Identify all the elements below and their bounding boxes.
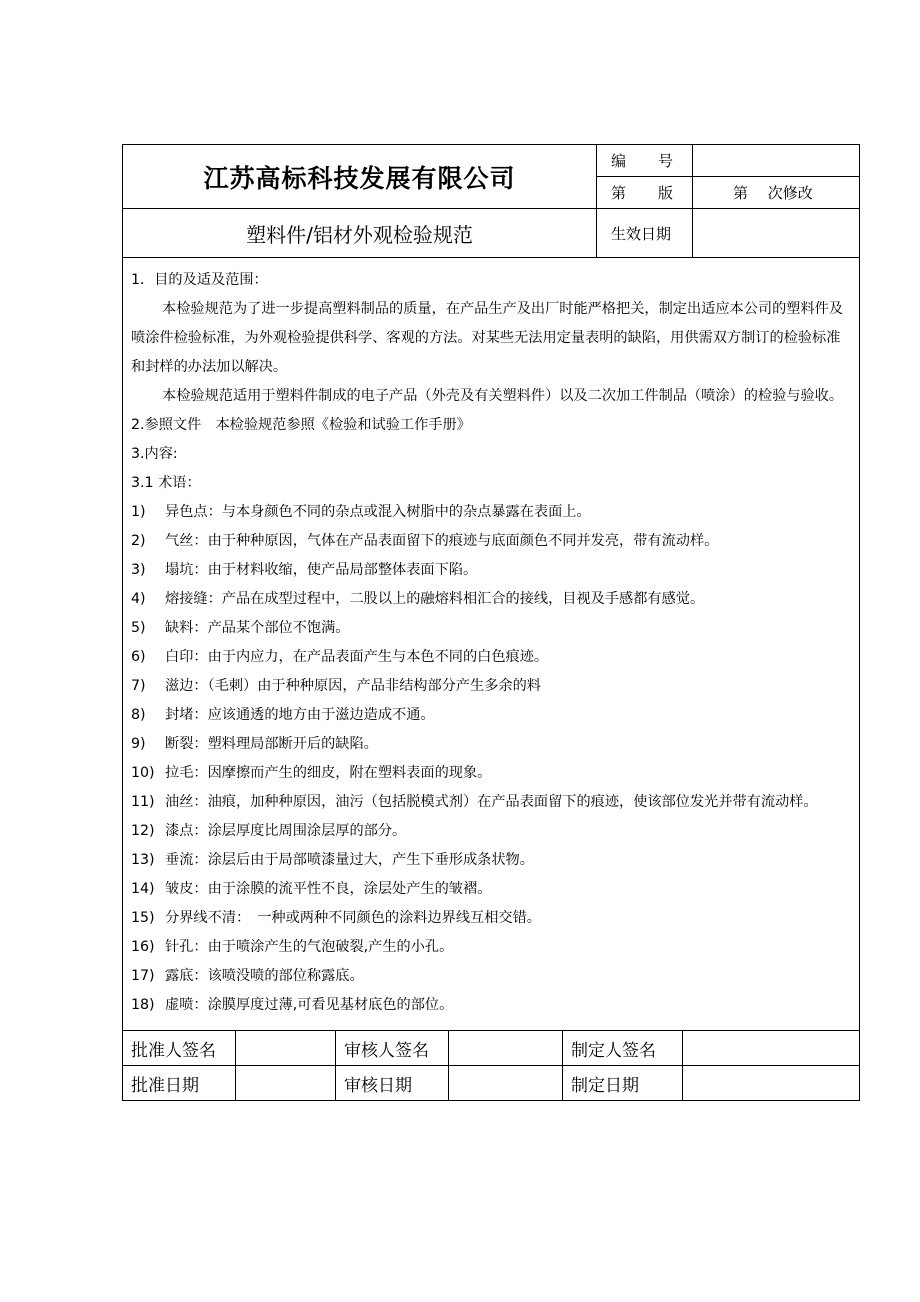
term-item: 18) 虚喷：涂膜厚度过薄,可看见基材底色的部位。: [131, 997, 454, 1013]
number-value: [693, 145, 860, 177]
section3-heading: 3.内容:: [131, 446, 178, 462]
approver-sign-field[interactable]: [236, 1031, 336, 1066]
revision-label: 第 次修改: [693, 177, 860, 209]
section31-heading: 3.1 术语：: [131, 475, 201, 491]
term-item: 7) 滋边：（毛刺）由于种种原因，产品非结构部分产生多余的料: [131, 678, 541, 694]
reviewer-sign-field[interactable]: [449, 1031, 563, 1066]
terms-list: [131, 498, 851, 1020]
approver-date-field[interactable]: [236, 1066, 336, 1101]
number-label: 编 号: [597, 145, 693, 177]
term-item: 2) 气丝：由于种种原因，气体在产品表面留下的痕迹与底面颜色不同并发亮，带有流动样。: [131, 533, 719, 549]
maker-sign-field[interactable]: [683, 1031, 860, 1066]
approver-sign-label: 批准人签名: [123, 1031, 236, 1066]
maker-date-field[interactable]: [683, 1066, 860, 1101]
term-item: 13) 垂流：涂层后由于局部喷漆量过大，产生下垂形成条状物。: [131, 852, 534, 868]
signature-table: [122, 1031, 860, 1101]
term-item: 8) 封堵：应该通透的地方由于滋边造成不通。: [131, 707, 435, 723]
term-item: 17) 露底：该喷没喷的部位称露底。: [131, 968, 364, 984]
reviewer-sign-label: 审核人签名: [336, 1031, 449, 1066]
term-item: 15) 分界线不清： 一种或两种不同颜色的涂料边界线互相交错。: [131, 910, 541, 926]
approver-date-label: 批准日期: [123, 1066, 236, 1101]
section1-heading: 1．目的及适及范围：: [131, 272, 268, 288]
maker-sign-label: 制定人签名: [563, 1031, 683, 1066]
content-body: [123, 258, 860, 1031]
header-table: [122, 144, 860, 1031]
document-title: 塑料件/铝材外观检验规范: [123, 209, 597, 258]
section1-paragraph-2: 本检验规范适用于塑料件制成的电子产品（外壳及有关塑料件）以及二次加工件制品（喷涂）的检验与验收。: [162, 388, 844, 404]
term-item: 9) 断裂：塑料理局部断开后的缺陷。: [131, 736, 378, 752]
term-item: 3) 塌坑：由于材料收缩，使产品局部整体表面下陷。: [131, 562, 478, 578]
effective-date-label: 生效日期: [597, 209, 693, 258]
term-item: 1) 异色点：与本身颜色不同的杂点或混入树脂中的杂点暴露在表面上。: [131, 504, 591, 520]
edition-label: 第 版: [597, 177, 693, 209]
term-item: 12) 漆点：涂层厚度比周围涂层厚的部分。: [131, 823, 407, 839]
term-item: 11) 油丝：油痕，加种种原因，油污（包括脱模式剂）在产品表面留下的痕迹，使该部位发光并带有流动样。: [131, 794, 818, 810]
company-name: 江苏高标科技发展有限公司: [123, 145, 597, 209]
maker-date-label: 制定日期: [563, 1066, 683, 1101]
reviewer-date-field[interactable]: [449, 1066, 563, 1101]
term-item: 6) 白印：由于内应力，在产品表面产生与本色不同的白色痕迹。: [131, 649, 549, 665]
term-item: 10) 拉毛：因摩擦而产生的细皮，附在塑料表面的现象。: [131, 765, 492, 781]
term-item: 5) 缺料：产品某个部位不饱满。: [131, 620, 350, 636]
term-item: 4) 熔接缝：产品在成型过程中，二股以上的融熔料相汇合的接线，目视及手感都有感觉。: [131, 591, 705, 607]
term-item: 16) 针孔：由于喷涂产生的气泡破裂,产生的小孔。: [131, 939, 454, 955]
term-item: 14) 皱皮：由于涂膜的流平性不良，涂层处产生的皱褶。: [131, 881, 492, 897]
section2-references: 2.参照文件 本检验规范参照《检验和试验工作手册》: [131, 417, 471, 433]
effective-date-value: [693, 209, 860, 258]
section1-paragraph-1: 本检验规范为了进一步提高塑料制品的质量，在产品生产及出厂时能严格把关，制定出适应本公司的塑料件及喷涂件检验标准，为外观检验提供科学、客观的方法。对某些无法用定量表明的缺陷，用供需双方制订的检验标准和封样的办法加以解决。: [131, 301, 844, 375]
reviewer-date-label: 审核日期: [336, 1066, 449, 1101]
document: [122, 144, 859, 1101]
